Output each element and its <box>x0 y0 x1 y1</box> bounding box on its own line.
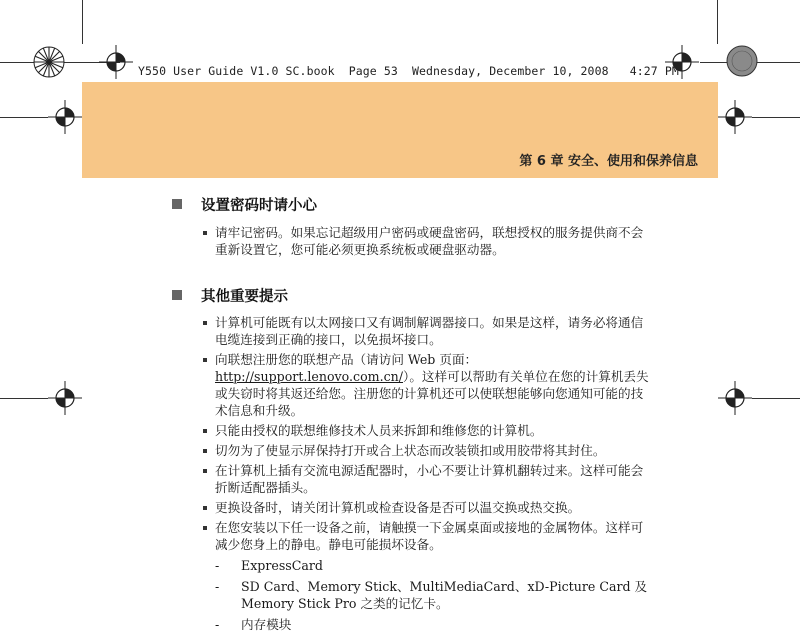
sublist-item-text: ExpressCard <box>241 558 323 573</box>
sublist-item <box>215 616 654 633</box>
dash-bullet: - <box>215 558 220 573</box>
list-item-text: 只能由授权的联想维修技术人员来拆卸和维修您的计算机。 <box>215 423 543 438</box>
trim-line-left-vertical <box>82 0 83 44</box>
section-heading-other-tips <box>172 285 288 306</box>
chapter-header-band <box>82 82 718 178</box>
list-item <box>202 499 654 516</box>
registration-target-icon <box>99 45 133 79</box>
square-bullet-icon <box>172 199 182 209</box>
sublist-item <box>215 578 654 612</box>
list-item <box>202 351 654 419</box>
list-item-text: 更换设备时，请关闭计算机或检查设备是否可以温交换或热交换。 <box>215 500 581 515</box>
list-item-text: 在您安装以下任一设备之前，请触摸一下金属桌面或接地的金属物体。这样可减少您身上的静电。静电可能损坏设备。 <box>215 520 644 552</box>
slug-page: Page 53 <box>348 64 398 78</box>
trim-line-left-mid <box>0 117 48 118</box>
list-item <box>202 314 654 348</box>
list-item <box>202 442 654 459</box>
starburst-registration-icon <box>32 45 66 79</box>
chapter-title: 第 6 章 安全、使用和保养信息 <box>519 154 698 169</box>
slug-time: 4:27 PM <box>629 64 679 78</box>
slug-date: Wednesday, December 10, 2008 <box>411 64 609 78</box>
dash-bullet: - <box>215 617 220 632</box>
trim-line-left-lower <box>0 398 48 399</box>
support-link[interactable]: http://support.lenovo.com.cn/ <box>215 369 404 384</box>
registration-target-icon <box>718 381 752 415</box>
trim-line-right-vertical <box>717 0 718 44</box>
registration-target-icon <box>48 381 82 415</box>
sublist-item <box>215 557 654 574</box>
slug-filename: Y550 User Guide V1.0 SC.book <box>138 64 335 78</box>
other-tips-list <box>202 314 654 637</box>
password-tips-list <box>202 224 654 261</box>
trim-line-right-mid <box>752 117 800 118</box>
section-heading-password <box>172 194 317 215</box>
square-bullet-icon <box>172 290 182 300</box>
list-item <box>202 422 654 439</box>
list-item <box>202 462 654 496</box>
sublist-item-text: SD Card、Memory Stick、MultiMediaCard、xD-Picture Card 及 Memory Stick Pro 之类的记忆卡。 <box>241 579 648 611</box>
dash-bullet: - <box>215 579 220 594</box>
section-heading-text: 设置密码时请小心 <box>201 198 317 214</box>
registration-target-icon <box>48 100 82 134</box>
list-item-text: 计算机可能既有以太网接口又有调制解调器接口。如果是这样，请务必将通信电缆连接到正确的接口，以免损坏接口。 <box>215 315 644 347</box>
device-sublist <box>215 557 654 633</box>
registration-target-icon <box>718 100 752 134</box>
list-item-text: 切勿为了使显示屏保持打开或合上状态而改装锁扣或用胶带将其封住。 <box>215 443 606 458</box>
section-heading-text: 其他重要提示 <box>201 289 288 305</box>
list-item-text-continued: ）。这样可以帮助有关单位在您的计算机丢失或失窃时将其返还给您。注册您的计算机还可以使联想能够向您通知可能的技术信息和升级。 <box>215 369 649 418</box>
sublist-item-text: 内存模块 <box>241 617 292 632</box>
list-item <box>202 519 654 633</box>
list-item <box>202 224 654 258</box>
list-item-text: 请牢记密码。如果忘记超级用户密码或硬盘密码，联想授权的服务提供商不会重新设置它，您可能必须更换系统板或硬盘驱动器。 <box>215 225 644 257</box>
trim-line-right-lower <box>752 398 800 399</box>
gray-dot-registration-icon <box>725 44 759 78</box>
print-slug-line <box>138 64 679 78</box>
list-item-text: 在计算机上插有交流电源适配器时，小心不要让计算机翻转过来。这样可能会折断适配器插头。 <box>215 463 644 495</box>
list-item-text: 向联想注册您的联想产品（请访问 Web 页面： <box>215 352 478 367</box>
